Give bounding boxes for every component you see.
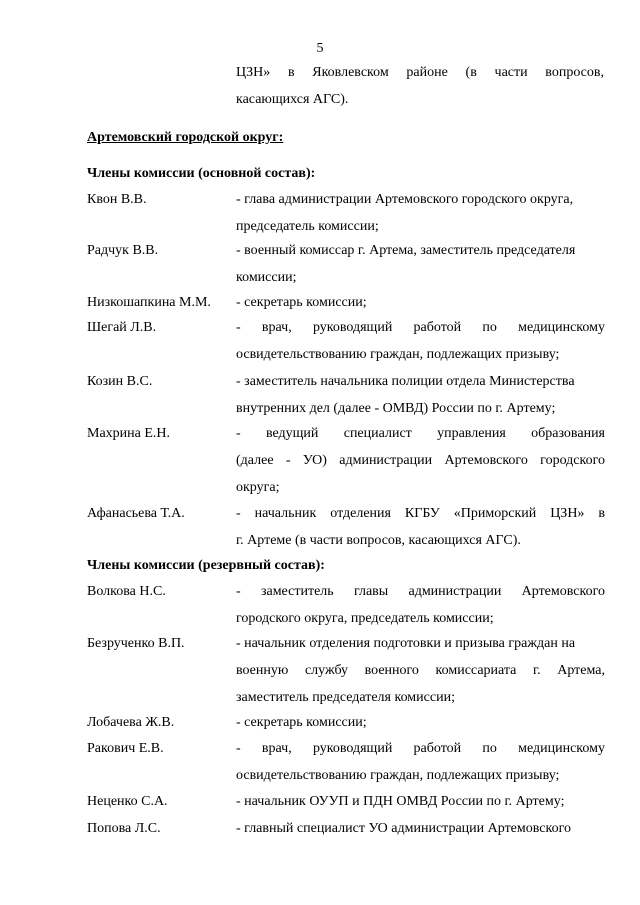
member-role: [236, 735, 605, 789]
role-line: - заместитель главы администрации Артемовского: [236, 584, 605, 599]
role-line: (далее - УО) администрации Артемовского городского: [236, 453, 605, 468]
member-name: Махрина Е.Н.: [87, 426, 171, 441]
member-role: [236, 289, 605, 316]
role-line: - секретарь комиссии;: [236, 295, 367, 310]
role-line: - врач, руководящий работой по медицинскому: [236, 320, 605, 335]
role-line: комиссии;: [236, 270, 297, 285]
member-name: Безрученко В.П.: [87, 636, 185, 651]
member-role: [236, 500, 605, 554]
role-line: - глава администрации Артемовского городского округа,: [236, 192, 574, 207]
role-line: председатель комиссии;: [236, 219, 379, 234]
continuation-text: [236, 59, 604, 113]
continuation-line: ЦЗН» в Яковлевском районе (в части вопросов,: [236, 65, 604, 80]
member-name: Квон В.В.: [87, 192, 147, 207]
role-line: - секретарь комиссии;: [236, 715, 367, 730]
role-line: - начальник ОУУП и ПДН ОМВД России по г. Артему;: [236, 794, 565, 809]
member-role: [236, 420, 605, 501]
member-role: [236, 815, 605, 842]
member-name: Афанасьева Т.А.: [87, 506, 185, 521]
role-line: - ведущий специалист управления образования: [236, 426, 605, 441]
member-role: [236, 186, 605, 240]
role-line: - врач, руководящий работой по медицинскому: [236, 741, 605, 756]
member-name: Низкошапкина М.М.: [87, 295, 211, 310]
member-name: Лобачева Ж.В.: [87, 715, 175, 730]
main-members-heading: Члены комиссии (основной состав):: [87, 166, 316, 181]
member-role: [236, 788, 605, 815]
member-role: [236, 630, 605, 711]
role-line: заместитель председателя комиссии;: [236, 690, 455, 705]
role-line: г. Артеме (в части вопросов, касающихся АГС).: [236, 533, 521, 548]
reserve-members-heading: Члены комиссии (резервный состав):: [87, 558, 325, 573]
member-role: [236, 368, 605, 422]
member-name: Ракович Е.В.: [87, 741, 164, 756]
role-line: внутренних дел (далее - ОМВД) России по г. Артему;: [236, 401, 556, 416]
role-line: освидетельствованию граждан, подлежащих призыву;: [236, 768, 560, 783]
member-name: Волкова Н.С.: [87, 584, 166, 599]
continuation-line: касающихся АГС).: [236, 92, 349, 107]
page-number: 5: [316, 41, 324, 56]
section-title: Артемовский городской округ:: [87, 130, 284, 145]
member-role: [236, 314, 605, 368]
role-line: округа;: [236, 480, 280, 495]
member-name: Шегай Л.В.: [87, 320, 157, 335]
member-role: [236, 237, 605, 291]
member-name: Попова Л.С.: [87, 821, 161, 836]
role-line: - начальник отделения подготовки и призыва граждан на: [236, 636, 576, 651]
role-line: - главный специалист УО администрации Артемовского: [236, 821, 571, 836]
role-line: освидетельствованию граждан, подлежащих призыву;: [236, 347, 560, 362]
role-line: - заместитель начальника полиции отдела Министерства: [236, 374, 575, 389]
member-name: Козин В.С.: [87, 374, 153, 389]
role-line: городского округа, председатель комиссии;: [236, 611, 494, 626]
role-line: - начальник отделения КГБУ «Приморский ЦЗН» в: [236, 506, 605, 521]
member-role: [236, 709, 605, 736]
member-name: Неценко С.А.: [87, 794, 168, 809]
role-line: военную службу военного комиссариата г. Артема,: [236, 663, 605, 678]
role-line: - военный комиссар г. Артема, заместитель председателя: [236, 243, 576, 258]
member-name: Радчук В.В.: [87, 243, 159, 258]
member-role: [236, 578, 605, 632]
